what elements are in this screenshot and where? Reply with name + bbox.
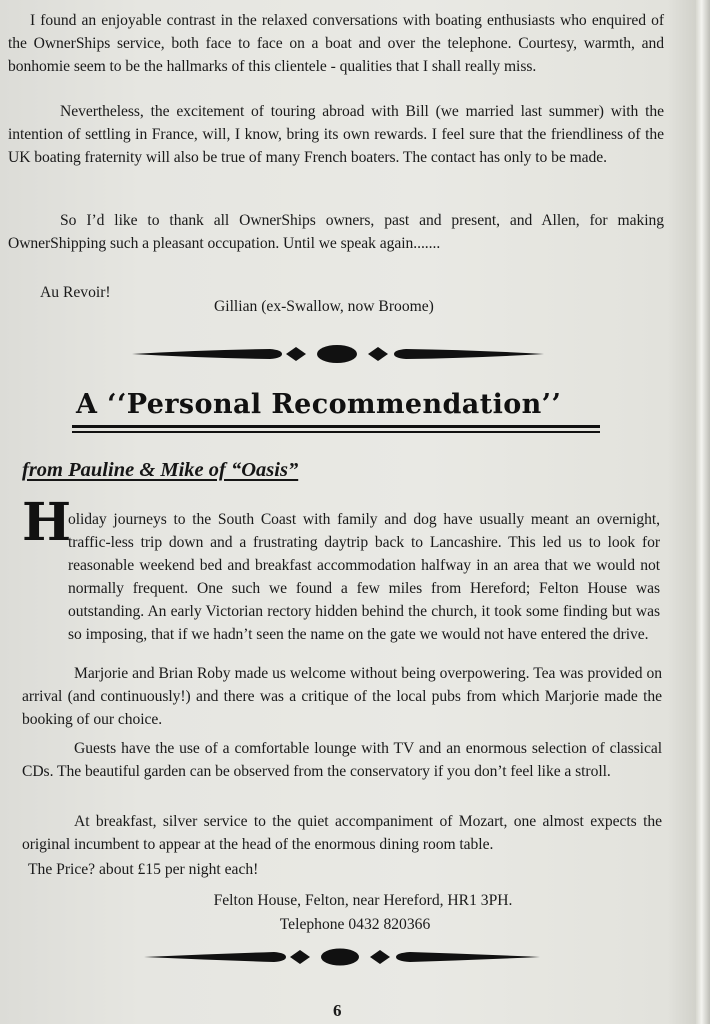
page-number: 6 [333, 1001, 342, 1020]
letter-paragraph-2: Nevertheless, the excitement of touring abroad with Bill (we married last summer) with the intention of settling in France, will, I know, bring its own rewards. I feel sure that the friendliness of the UK boating fraternity will also be true of many French boaters. The contact has only to be made. [8, 103, 664, 166]
article-paragraph-2: Marjorie and Brian Roby made us welcome without being overpowering. Tea was provided on arrival (and continuously!) and there was a critique of the local pubs from which Marjorie made the booking of our choice. [22, 665, 662, 728]
article-paragraph-1-lead [68, 508, 660, 646]
ornament-divider-top [132, 342, 544, 366]
title-underline-thin [72, 431, 600, 433]
drop-cap-letter: H [22, 492, 72, 553]
title-underline [72, 425, 600, 428]
price-line: The Price? about £15 per night each! [28, 861, 259, 878]
article-paragraph-4: At breakfast, silver service to the quiet accompaniment of Mozart, one almost expects the original incumbent to appear at the head of the enormous dining room table. [22, 813, 662, 853]
article-byline: from Pauline & Mike of “Oasis” [22, 459, 299, 481]
article-paragraph-3: Guests have the use of a comfortable lounge with TV and an enormous selection of classical CDs. The beautiful garden can be observed from the conservatory if you don’t feel like a stroll. [22, 740, 662, 780]
letter-paragraph-3: So I’d like to thank all OwnerShips owners, past and present, and Allen, for making OwnerShipping such a pleasant occupation. Until we speak again....... [8, 212, 664, 252]
farewell-text: Au Revoir! [40, 284, 111, 301]
address-line: Felton House, Felton, near Hereford, HR1 3PH. [213, 892, 513, 909]
article-title: A ‘‘Personal Recommendation’’ [76, 389, 562, 420]
page-binding-edge [696, 0, 710, 1024]
letter-paragraph-1: I found an enjoyable contrast in the relaxed conversations with boating enthusiasts who enquired of the OwnerShips service, both face to face on a boat and over the telephone. Courtesy, warmth, and bonhomie seem to be the hallmarks of this clientele - qualities that I shall really miss. [8, 12, 664, 75]
article-paragraph-1-text: oliday journeys to the South Coast with family and dog have usually meant an overnight, traffic-less trip down and a frustrating daytrip back to Lancashire. This led us to look for reasonable weekend bed and breakfast accommodation halfway in an area that we would not normally frequent. One such we found a few miles from Hereford; Felton House was outstanding. An early Victorian rectory hidden behind the church, it took some finding but was so imposing, that if we hadn’t seen the name on the gate we would not have entered the drive. [68, 511, 660, 643]
letter-signature: Gillian (ex-Swallow, now Broome) [214, 298, 434, 315]
telephone-line: Telephone 0432 820366 [279, 916, 431, 933]
ornament-divider-bottom [144, 946, 540, 968]
